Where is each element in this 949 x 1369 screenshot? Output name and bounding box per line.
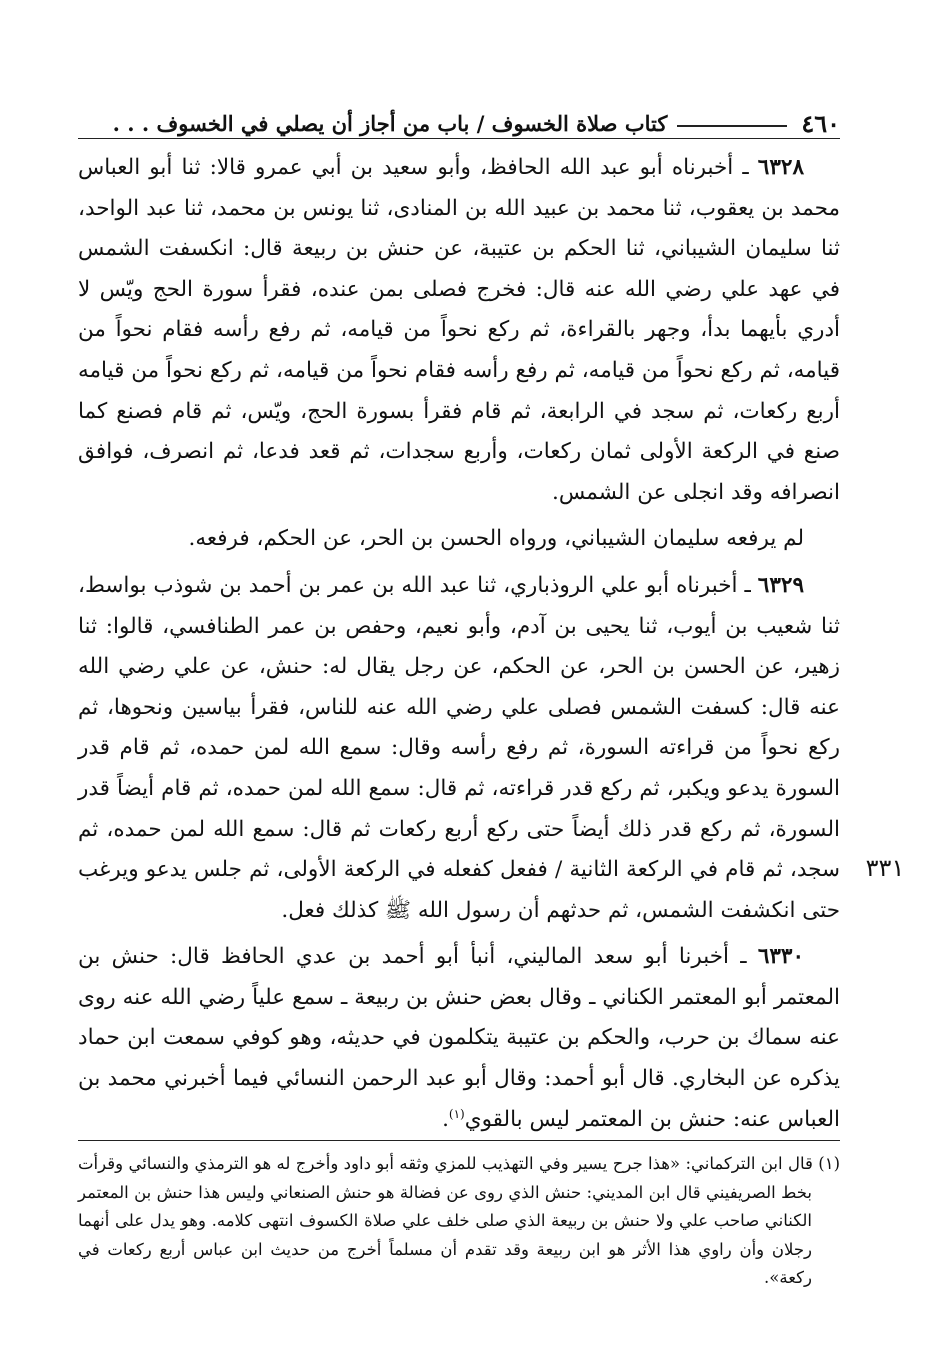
page-header bbox=[78, 96, 840, 139]
commentary-paragraph bbox=[78, 519, 840, 560]
footnote-reference[interactable]: (١) bbox=[448, 1106, 465, 1121]
margin-page-reference: ٣٣١ bbox=[865, 854, 905, 882]
hadith-number: ٦٣٢٨ bbox=[757, 155, 804, 180]
hadith-text: ـ أخبرناه أبو عبد الله الحافظ، وأبو سعيد بن أبي عمرو قالا: ثنا أبو العباس محمد بن يعقوب، ثنا محمد بن عبيد الله بن المنادى، ثنا يونس بن محمد، ثنا عبد الواحد، ثنا سليمان الشيباني، ثنا الحكم بن عتيبة، عن حنش بن ربيعة قال: انكسفت الشمس في عهد علي رضي الله عنه قال: فخرج فصلى بمن عنده، فقرأ سورة الحج ويّس لا أدري بأيهما بدأ، وجهر بالقراءة، ثم ركع نحواً من قيامه، ثم رفع رأسه فقام نحواً من قيامه، ثم ركع نحواً من قيامه، ثم رفع رأسه فقام نحواً من قيامه، ثم ركع نحواً من قيامه أربع ركعات، ثم سجد في الرابعة، ثم قام فقرأ بسورة الحج، ويّس، ثم قام فصنع كما صنع في الركعة الأولى ثمان ركعات، وأربع سجدات، ثم قعد فدعا، ثم انصرف، فوافق انصرافه وقد انجلى عن الشمس. bbox=[78, 155, 840, 505]
hadith-text: ـ أخبرنا أبو سعد الماليني، أنبأ أبو أحمد بن عدي الحافظ قال: حنش بن المعتمر أبو المعتمر الكناني ـ وقال بعض حنش بن ربيعة ـ سمع علياً رضي الله عنه روى عنه سماك بن حرب، والحكم بن عتيبة يتكلمون في حديثه، وهو كوفي سمعت ابن حماد يذكره عن البخاري. قال أبو أحمد: وقال أبو عبد الرحمن النسائي فيما أخبرني محمد بن العباس عنه: حنش بن المعتمر ليس بالقوي bbox=[78, 944, 840, 1132]
running-title: كتاب صلاة الخسوف / باب من أجاز أن يصلي في الخسوف . . . bbox=[112, 110, 668, 136]
footnotes bbox=[78, 1150, 840, 1293]
header-dash-line bbox=[677, 125, 787, 127]
hadith-number: ٦٣٣٠ bbox=[757, 944, 805, 970]
hadith-text: ـ أخبرناه أبو علي الروذباري، ثنا عبد الله بن عمر بن أحمد بن شوذب بواسط، ثنا شعيب بن أيوب، ثنا يحيى بن آدم، وأبو نعيم، وحفص بن عمر الطنافسي، قالوا: ثنا زهير، عن الحسن بن الحر، عن الحكم، عن رجل يقال له: حنش، عن علي رضي الله عنه قال: كسفت الشمس فصلى علي رضي الله عنه للناس، فقرأ بياسين ونحوها، ثم ركع نحواً من قراءته السورة، ثم رفع رأسه وقال: سمع الله لمن حمده، ثم قام قدر السورة يدعو ويكبر، ثم ركع قدر قراءته، ثم قال: سمع الله لمن حمده، ثم قام أيضاً قدر السورة، ثم ركع قدر ذلك أيضاً حتى ركع أربع ركعات ثم قال: سمع الله لمن حمده، ثم سجد، ثم قام في الركعة الثانية / ففعل كفعله في الركعة الأولى، ثم جلس يدعو ويرغب حتى انكشفت الشمس، ثم حدثهم أن رسول الله ﷺ كذلك فعل. bbox=[78, 572, 840, 923]
hadith-paragraph bbox=[78, 937, 840, 1140]
hadith-paragraph bbox=[78, 566, 840, 931]
footnote-divider bbox=[78, 1140, 840, 1141]
page-number: ٤٦٠ bbox=[801, 109, 840, 138]
commentary-text: لم يرفعه سليمان الشيباني، ورواه الحسن بن الحر، عن الحكم، فرفعه. bbox=[188, 526, 804, 552]
sentence-end: . bbox=[442, 1106, 449, 1132]
hadith-paragraph bbox=[78, 148, 840, 513]
hadith-number: ٦٣٢٩ bbox=[757, 572, 804, 598]
footnote-item: (١) قال ابن التركماني: «هذا جرح يسير وفي التهذيب للمزي وثقه أبو داود وأخرج له هو الترمذي والنسائي وقرأت بخط الصريفيني قال ابن المديني: حنش الذي روى عن فضالة هو حنش الصنعاني وليس هذا حنش بن المعتمر الكناني صاحب علي ولا حنش بن ربيعة الذي صلى خلف علي صلاة الكسوف انتهى كلامه. وهو يدل على أنهما رجلان وأن راوي هذا الأثر هو ابن ربيعة وقد تقدم أن مسلماً أخرج من حديث ابن عباس أربع ركعات في ركعة». bbox=[78, 1154, 840, 1287]
main-text bbox=[78, 148, 840, 1140]
